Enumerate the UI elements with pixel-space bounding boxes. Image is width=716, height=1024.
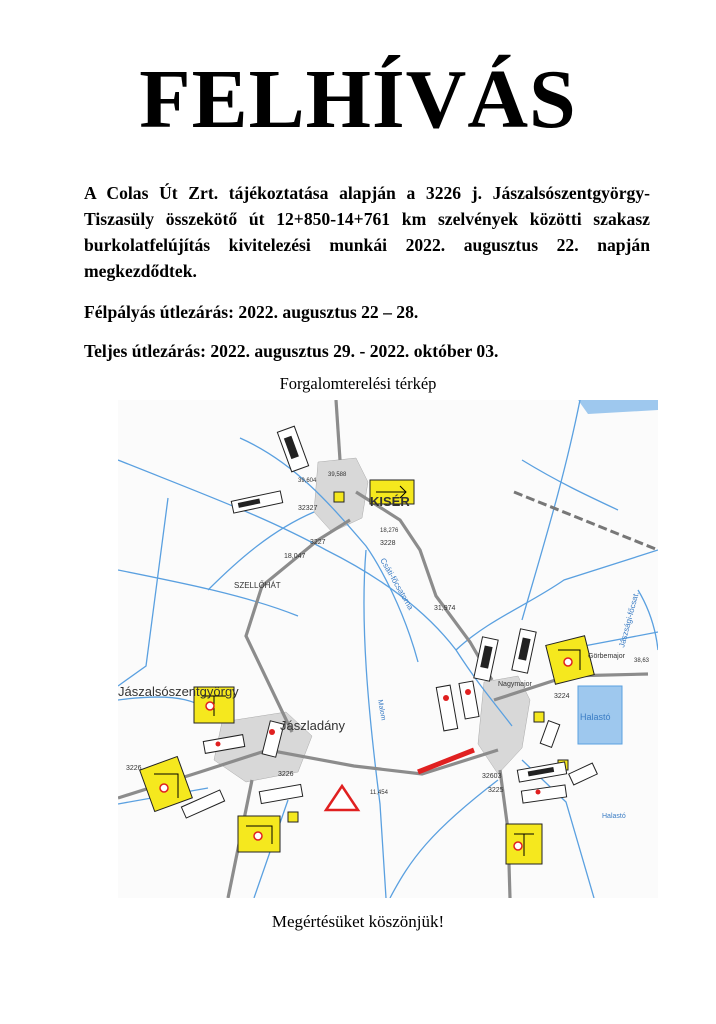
map-label-csatorna: Csáti-főcsatorna xyxy=(378,556,416,612)
map-label-malom: Malom xyxy=(376,699,387,722)
map-label-km5: 18,276 xyxy=(380,528,399,534)
detour-sign-6 xyxy=(506,824,542,864)
map-label-km3: 39,604 xyxy=(298,478,317,484)
detour-map-svg xyxy=(118,400,658,898)
small-yellow-sign-2 xyxy=(534,712,544,722)
map-label-r3228: 3228 xyxy=(380,540,396,547)
full-closure-line: Teljes útlezárás: 2022. augusztus 29. - 2022. október 03. xyxy=(84,341,499,361)
map-label-halasto2: Halastó xyxy=(602,813,626,820)
half-closure-line: Félpályás útlezárás: 2022. augusztus 22 – 28. xyxy=(84,302,419,322)
map-label-gorbemajor: Görbemajor xyxy=(588,653,625,660)
map-label-km7: 38,63 xyxy=(634,658,650,664)
map-label-r3227: 3227 xyxy=(310,539,326,546)
detour-sign-5 xyxy=(238,816,280,852)
detour-map xyxy=(118,400,658,898)
map-label-km6: 11,454 xyxy=(370,790,388,796)
closing-text: Megértésüket köszönjük! xyxy=(271,912,445,931)
map-label-r3226a: 3226 xyxy=(126,765,142,772)
map-label-jaszalso: Jászalsószentgyörgy xyxy=(118,684,239,699)
map-label-r32603: 32603 xyxy=(482,773,502,780)
map-caption: Forgalomterelési térkép xyxy=(279,374,437,393)
announcement-paragraph: A Colas Út Zrt. tájékoztatása alapján a 3226 j. Jászalsószentgyörgy-Tiszasüly összekötő út 12+850-14+761 km szelvények közötti szakasz burkolatfelújítás kivitelezési munkái 2022. augusztus 22. napján megkezdődtek. xyxy=(84,183,650,281)
small-yellow-sign-1 xyxy=(334,492,344,502)
map-label-km1: 31,974 xyxy=(434,605,456,612)
map-label-km4: 39,588 xyxy=(328,472,347,478)
map-label-nagymajor: Nagymajor xyxy=(498,681,532,688)
map-label-jaszsagi: Jászsági-főcsat. xyxy=(617,590,641,649)
map-label-kiser: KISÉR xyxy=(370,494,410,509)
map-label-r3226b: 3226 xyxy=(278,771,294,778)
small-yellow-sign-4 xyxy=(288,812,298,822)
map-label-r3225: 3225 xyxy=(488,787,504,794)
page-title: FELHÍVÁS xyxy=(139,53,577,146)
map-label-jaszladany: Jászladány xyxy=(280,718,346,733)
map-label-halasto1: Halastó xyxy=(580,712,611,722)
map-label-km2: 18,047 xyxy=(284,553,306,560)
map-label-r32327: 32327 xyxy=(298,505,318,512)
map-label-r3224: 3224 xyxy=(554,693,570,700)
map-label-szellohat: SZELLŐHÁT xyxy=(234,581,281,590)
